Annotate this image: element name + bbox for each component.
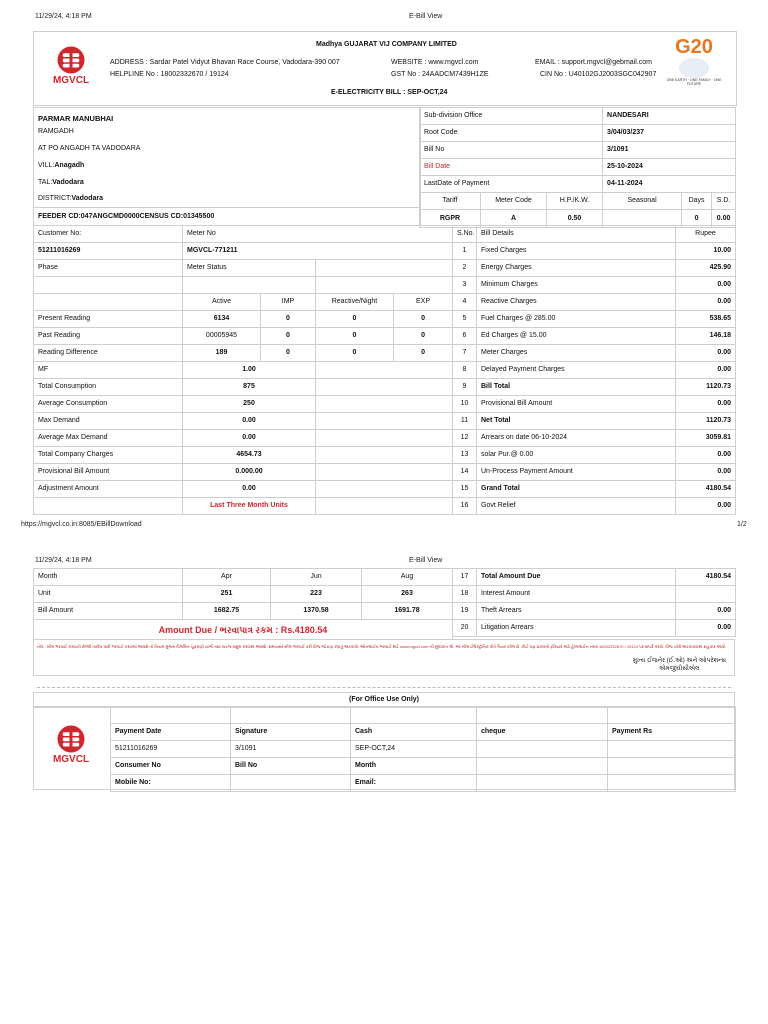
history-amount-row: Bill Amount 1682.75 1370.58 1691.78 [34,603,453,620]
bill-item-value: 1120.73 [676,379,736,396]
logo-text: MGVCL [52,75,90,86]
stat-row-avg-max-demand: Average Max Demand 0.00 [34,430,453,447]
cut-line [37,687,731,688]
office-table [419,107,736,228]
bill-title: E-ELECTRICITY BILL : SEP-OCT,24 [331,89,448,96]
bill-item-value: 0.00 [676,498,736,515]
bill-item-value: 10.00 [676,243,736,260]
bill-item-row [453,277,736,294]
reading-row-present: Present Reading 6134 0 0 0 [34,311,453,328]
bill-item-value: 3059.81 [676,430,736,447]
bill-item-value [676,586,736,603]
mgvcl-logo [48,45,94,86]
mgvcl-logo-icon [54,45,88,75]
bill-item-label: Interest Amount [477,586,676,603]
bill-item-value: 4180.54 [676,481,736,498]
office-row-subdivision: Sub-division Office NANDESARI [420,108,736,125]
slip-labels-row: Consumer No Bill No Month [111,758,736,775]
bill-item-sno: 13 [453,447,477,464]
bill-item-label: Fuel Charges @ 285.00 [477,311,676,328]
website[interactable]: WEBSITE : www.mgvcl.com [391,59,479,66]
consumer-village: VILL:Anagadh [38,162,85,169]
bill-item-value: 0.00 [676,464,736,481]
amount-due-row: Amount Due / ભરવાપાત્ર રકમ : Rs.4180.54 [34,620,453,640]
consumer-district: DISTRICT:Vadodara [38,195,103,202]
bill-item-label: Meter Charges [477,345,676,362]
consumer-taluka: TAL:Vadodara [38,179,84,186]
company-name: Madhya GUJARAT VIJ COMPANY LIMITED [316,41,457,48]
bill-item-sno: 3 [453,277,477,294]
bill-item-row [453,260,736,277]
g20-logo [664,36,724,86]
signatory: મુખ્ય ઈજનેર (ઈ.ઓ) અને ઓપરેશન્સ એમજીવીસીએલ [632,658,726,672]
print-title-p2: E-Bill View [409,557,443,564]
bill-item-sno: 7 [453,345,477,362]
bill-item-value: 538.65 [676,311,736,328]
bill-item-row [453,430,736,447]
notice-box [33,639,735,676]
bill-item-row [453,481,736,498]
bill-item-label: Net Total [477,413,676,430]
bill-item-row [453,620,736,637]
reading-header-row: Active IMP Reactive/Night EXP [34,294,453,311]
consumer-block [33,107,421,226]
bill-item-sno: 18 [453,586,477,603]
month-history-table [33,568,453,640]
notice-text: નોંધ : બીલ ભરપાઈ કરવાની છેલ્લી તારીખ પછી ભરપાઈ કરવામાં આવશે તો નિયમ મુજબ વિલંબિત ચુકવણી ચાર્જ તથા વ્યાજ વસુલ કરવામાં આવશે. સમયસર બીલ ભરપાઈ કરી વીજ જોડાણ કપાતું અટકાવો. ઓનલાઈન ભરપાઈ માટે www.mgvcl.com ની મુલાકાત લો. આ બીલ ઈલેક્ટ્રોનિક રીતે તૈયાર કરેલ છે. કોઈ પણ પ્રકારની ફરિયાદ માટે હેલ્પલાઈન નંબર 18002332670 / 19124 પર સંપર્ક કરવો. વીજ ચોરી અટકાવવામાં સહકાર આપો. [37,644,727,649]
bill-item-label: Fixed Charges [477,243,676,260]
bill-item-row [453,413,736,430]
payment-slip [33,706,735,790]
bill-item-value: 0.00 [676,396,736,413]
helpline: HELPLINE No : 18002332670 / 19124 [110,71,229,78]
bill-item-label: Reactive Charges [477,294,676,311]
cin-no: CIN No : U40102GJ2003SGC042907 [540,71,657,78]
g20-tagline: ONE EARTH · ONE FAMILY · ONE FUTURE [666,78,722,86]
bill-item-sno: 16 [453,498,477,515]
bill-item-row [453,447,736,464]
bill-item-sno: 12 [453,430,477,447]
bill-item-value: 0.00 [676,620,736,637]
bill-item-value: 0.00 [676,294,736,311]
bill-item-label: Theft Arrears [477,603,676,620]
bill-item-label: Delayed Payment Charges [477,362,676,379]
bill-item-sno: 4 [453,294,477,311]
bill-item-label: Un-Process Payment Amount [477,464,676,481]
office-row-root-code: Root Code 3/04/03/237 [420,125,736,142]
office-row-bill-date: Bill Date 25-10-2024 [420,159,736,176]
bill-item-label: Energy Charges [477,260,676,277]
bill-details-table [452,225,736,515]
bill-item-label: Total Amount Due [477,569,676,586]
feeder-code: FEEDER CD:047ANGCMD0000CENSUS CD:01345500 [38,213,215,220]
bill-item-sno: 20 [453,620,477,637]
bill-item-sno: 8 [453,362,477,379]
bill-header [33,31,737,106]
bill-item-label: Minimum Charges [477,277,676,294]
meter-header-row: Customer No: Meter No [34,226,453,243]
bill-item-value: 146.18 [676,328,736,345]
consumer-name: PARMAR MANUBHAI [38,114,114,123]
bill-item-sno: 19 [453,603,477,620]
tariff-header-row: Tariff Meter Code H.P./K.W. Seasonal Days S.D. [420,193,736,210]
stat-row-total-consumption: Total Consumption 875 [34,379,453,396]
bill-item-sno: 5 [453,311,477,328]
bill-item-label: Grand Total [477,481,676,498]
bill-item-value: 1120.73 [676,413,736,430]
slip-values-row: 51211016269 3/1091 SEP-OCT,24 [111,741,736,758]
bill-item-value: 4180.54 [676,569,736,586]
tariff-value-row: RGPR A 0.50 0 0.00 [420,210,736,228]
stat-row-company-charges: Total Company Charges 4654.73 [34,447,453,464]
mgvcl-logo-icon [54,724,88,754]
print-datetime-p2: 11/29/24, 4:18 PM [35,557,92,564]
slip-table [110,706,736,792]
bill-item-row [453,345,736,362]
bill-item-label: Litigation Arrears [477,620,676,637]
bill-header-row: S.No. Bill Details Rupee [453,226,736,243]
reading-row-past: Past Reading 00005945 0 0 0 [34,328,453,345]
phase-row: Phase Meter Status [34,260,453,277]
bill-item-sno: 17 [453,569,477,586]
consumer-address-1: RAMGADH [38,128,74,135]
bill-item-row [453,328,736,345]
history-month-row: Month Apr Jun Aug [34,569,453,586]
bill-item-value: 425.90 [676,260,736,277]
print-datetime: 11/29/24, 4:18 PM [35,13,92,20]
stat-row-average-consumption: Average Consumption 250 [34,396,453,413]
office-row-bill-no: Bill No 3/1091 [420,142,736,159]
bill-item-sno: 1 [453,243,477,260]
stat-row-provisional: Provisional Bill Amount 0.000.00 [34,464,453,481]
print-title: E-Bill View [409,13,443,20]
lotus-icon [679,58,709,78]
history-unit-row: Unit 251 223 263 [34,586,453,603]
bill-item-row [453,379,736,396]
bill-item-sno: 2 [453,260,477,277]
bill-item-row [453,396,736,413]
gst-no: GST No : 24AADCM7439H1ZE [391,71,489,78]
bill-item-sno: 14 [453,464,477,481]
amount-due-table [452,568,736,637]
slip-blank-row [111,707,736,724]
mgvcl-logo-slip [48,724,94,765]
bill-item-row [453,498,736,515]
logo-text: MGVCL [52,754,90,765]
stat-row-adjustment: Adjustment Amount 0.00 [34,481,453,498]
bill-item-row [453,311,736,328]
bill-item-value: 0.00 [676,603,736,620]
slip-contact-row: Mobile No: Email: [111,775,736,792]
bill-item-label: Arrears on date 06-10-2024 [477,430,676,447]
bill-item-row [453,569,736,586]
bill-item-row [453,586,736,603]
bill-item-label: solar Pur.@ 0.00 [477,447,676,464]
bill-item-label: Provisional Bill Amount [477,396,676,413]
bill-item-label: Ed Charges @ 15.00 [477,328,676,345]
bill-item-sno: 9 [453,379,477,396]
reading-row-difference: Reading Difference 189 0 0 0 [34,345,453,362]
meter-id-row: 51211016269 MGVCL-771211 [34,243,453,260]
blank-row [34,277,453,294]
g20-text: G20 [675,36,713,58]
bill-item-value: 0.00 [676,277,736,294]
bill-item-row [453,464,736,481]
bill-item-row [453,603,736,620]
bill-item-label: Govt Relief [477,498,676,515]
company-address: ADDRESS : Sardar Patel Vidyut Bhavan Race Course, Vadodara-390 007 [110,59,340,66]
bill-item-sno: 6 [453,328,477,345]
stat-row-max-demand: Max Demand 0.00 [34,413,453,430]
office-use-label: (For Office Use Only) [348,696,419,703]
slip-header-row: Payment Date Signature Cash cheque Payment Rs [111,724,736,741]
bill-item-label: Bill Total [477,379,676,396]
bill-item-row [453,362,736,379]
page-number: 1/2 [737,521,747,528]
bill-item-sno: 15 [453,481,477,498]
bill-item-sno: 10 [453,396,477,413]
bill-item-row [453,294,736,311]
meter-table [33,225,453,515]
email[interactable]: EMAIL : support.mgvcl@gebmail.com [535,59,652,66]
bill-item-sno: 11 [453,413,477,430]
bill-item-value: 0.00 [676,345,736,362]
bill-item-value: 0.00 [676,362,736,379]
bill-item-row [453,243,736,260]
stat-row-mf: MF 1.00 [34,362,453,379]
print-url[interactable]: https://mgvcl.co.in:8085/EBillDownload [21,521,142,528]
consumer-address-2: AT PO ANGADH TA VADODARA [38,145,141,152]
last-three-row: Last Three Month Units [34,498,453,515]
bill-item-value: 0.00 [676,447,736,464]
office-row-last-date: LastDate of Payment 04-11-2024 [420,176,736,193]
